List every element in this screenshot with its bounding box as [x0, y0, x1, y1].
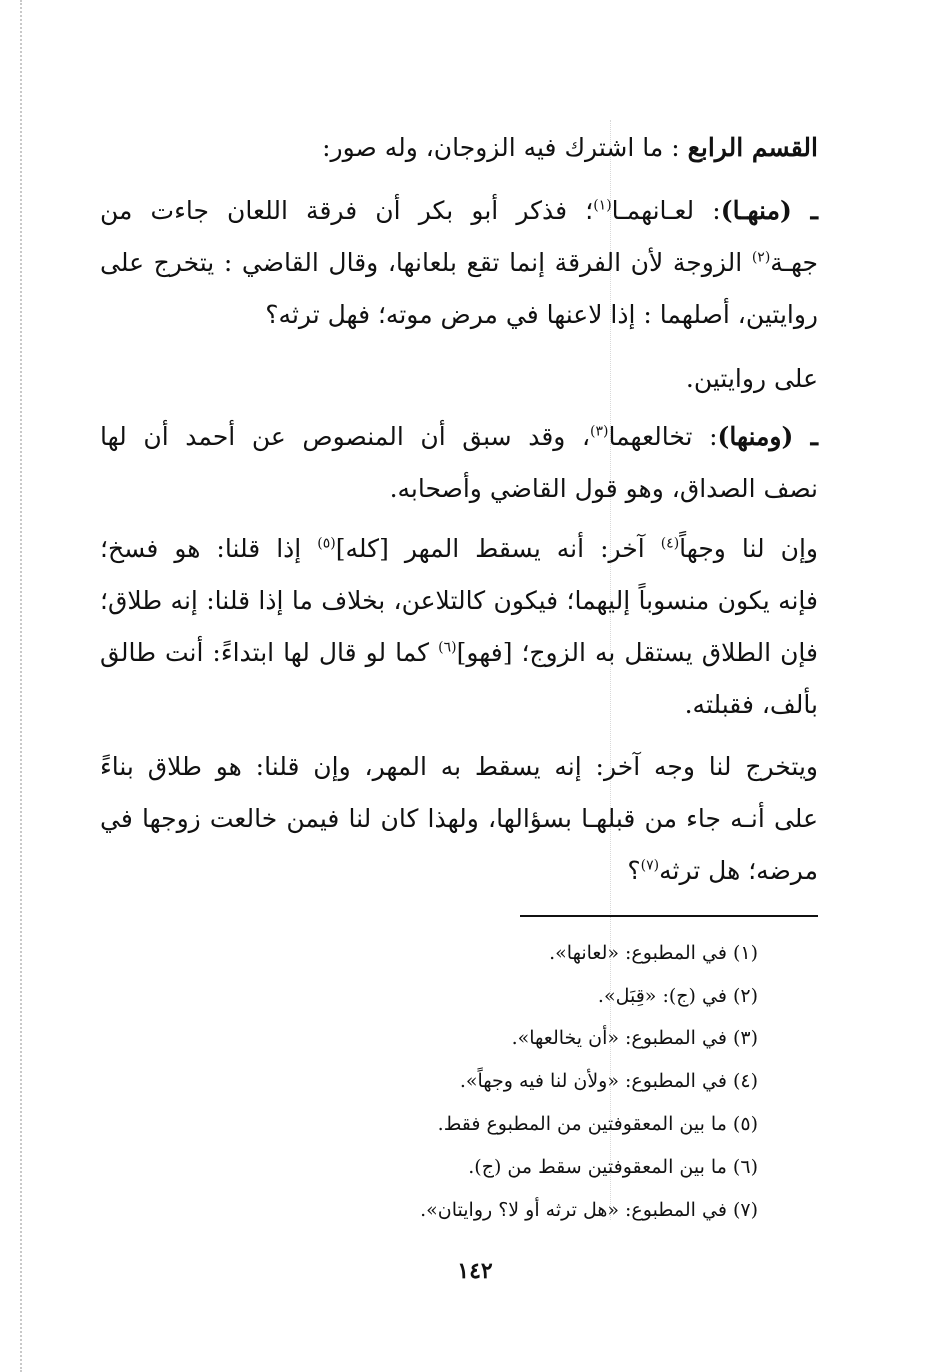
paragraph-line — [100, 750, 818, 784]
paragraph-line — [100, 636, 818, 670]
footnote-item: (٤) في المطبوع: «ولأن لنا فيه وجهاً». — [459, 1070, 758, 1092]
section-heading: القسم الرابع — [687, 133, 818, 162]
paragraph-line — [100, 584, 818, 618]
section-heading-text: : ما اشترك فيه الزوجان، وله صور: — [322, 133, 680, 162]
text-run: الزوجة لأن الفرقة إنما تقع بلعانها، وقال القاضي : يتخرج على — [100, 248, 743, 277]
item-label: ـ (منهـا) — [720, 196, 819, 225]
text-run: ويتخرج لنا وجه آخر: إنه يسقط به المهر، وإن قلنا: هو طلاق بناءً — [100, 752, 818, 781]
footnote-item: (١) في المطبوع: «لعانها». — [549, 942, 758, 964]
paragraph-line — [100, 854, 818, 888]
footnote-ref: (٤) — [660, 535, 680, 552]
text-run: آخر: أنه يسقط المهر [كله] — [335, 534, 645, 563]
text-run: ؟ — [627, 856, 641, 885]
footnote-item: (٦) ما بين المعقوفتين سقط من (ج). — [468, 1156, 758, 1178]
footnote-ref: (٧) — [640, 857, 660, 874]
footnote-ref: (١) — [593, 197, 612, 214]
footnote-item: (٢) في (ج): «قِبَل». — [597, 985, 758, 1007]
text-run: ، وقد سبق أن المنصوص عن أحمد أن لها — [100, 422, 591, 451]
page-number: ١٤٢ — [457, 1258, 493, 1284]
text-run: على روايتين. — [685, 364, 818, 393]
paragraph-line — [100, 246, 818, 280]
text-run: نصف الصداق، وهو قول القاضي وأصحابه. — [389, 474, 818, 503]
paragraph-line — [100, 688, 818, 722]
text-run: كما لو قال لها ابتداءً: أنت طالق — [100, 638, 430, 667]
text-run: مرضه؛ هل ترثه — [659, 856, 818, 885]
paragraph-line — [100, 362, 818, 396]
paragraph-line — [100, 194, 818, 228]
footnote-ref: (٢) — [751, 249, 771, 266]
scan-fold-dots — [610, 120, 611, 1220]
paragraph-line — [100, 802, 818, 836]
text-run: فإن الطلاق يستقل به الزوج؛ [فهو] — [456, 638, 818, 667]
footnote-item: (٥) ما بين المعقوفتين من المطبوع فقط. — [437, 1113, 758, 1135]
footnote-ref: (٦) — [438, 639, 457, 656]
paragraph-line — [100, 472, 818, 506]
item-label: ـ (ومنها) — [717, 422, 818, 451]
paragraph-line — [100, 298, 818, 332]
text-run: فإنه يكون منسوباً إليهما؛ فيكون كالتلاعن، بخلاف ما إذا قلنا: إنه طلاق؛ — [100, 586, 818, 615]
text-run: : لعـانهمـا — [611, 196, 721, 225]
text-run: وإن لنا وجهاً — [679, 534, 818, 563]
text-run: ؛ فذكر أبو بكر أن فرقة اللعان جاءت من — [100, 196, 594, 225]
footnote-item: (٧) في المطبوع: «هل ترثه أو لا؟ روايتان». — [420, 1199, 758, 1221]
text-run: بألف، فقبلته. — [684, 690, 818, 719]
scan-margin-dots — [20, 0, 22, 1372]
text-run: إذا قلنا: هو فسخ؛ — [100, 534, 302, 563]
section-heading-line — [100, 131, 818, 165]
text-run: روايتين، أصلهما : إذا لاعنها في مرض موته؛ فهل ترثه؟ — [265, 300, 818, 329]
footnote-item: (٣) في المطبوع: «أن يخالعها». — [511, 1027, 758, 1049]
paragraph-line — [100, 420, 818, 454]
text-run: على أنـه جاء من قبلهـا بسؤالها، ولهذا كان لنا فيمن خالعت زوجها في — [100, 804, 818, 833]
footnote-ref: (٥) — [317, 535, 336, 552]
footnote-separator — [520, 915, 818, 917]
paragraph-line — [100, 532, 818, 566]
text-run: جهـة — [770, 248, 818, 277]
text-run: : تخالعهما — [608, 422, 718, 451]
footnote-ref: (٣) — [590, 423, 609, 440]
